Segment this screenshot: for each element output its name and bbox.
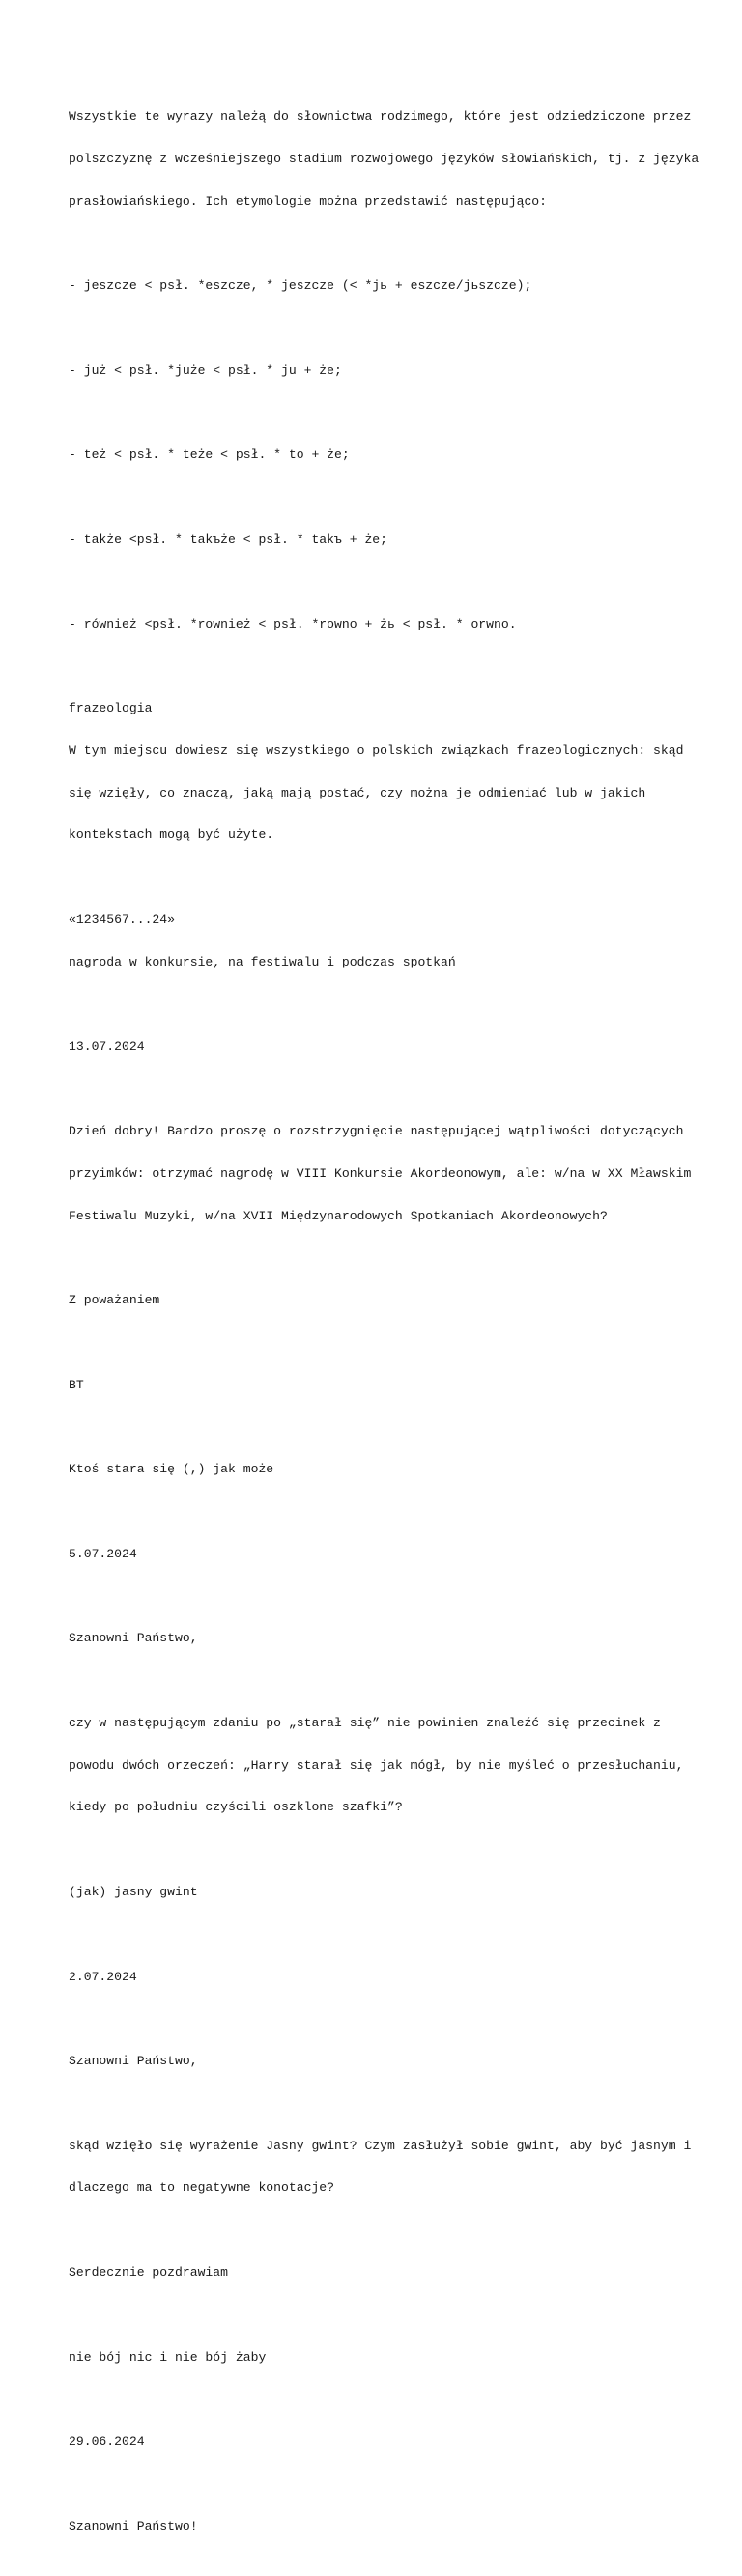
etymology-item: - już < psł. *juże < psł. * ju + że; bbox=[69, 362, 342, 378]
entry-body: czy w następującym zdaniu po „starał się” nie powinien znaleźć się przecinek z powodu dwóch orzeczeń: „Harry starał się jak mógł, by nie myśleć o przesłuchaniu, kiedy po południu czyścili oszklone szafki”? bbox=[69, 1715, 684, 1815]
entry-date: 13.07.2024 bbox=[69, 1039, 145, 1054]
entry-signature: BT bbox=[69, 1377, 84, 1392]
text-line: W tym miejscu dowiesz się wszystkiego o polskich związkach frazeologicznych: skąd bbox=[69, 742, 684, 758]
intro-paragraph bbox=[69, 82, 699, 238]
entry-date: 5.07.2024 bbox=[69, 1546, 137, 1561]
entry-closing: Z poważaniem bbox=[69, 1293, 160, 1308]
entry-greeting: Szanowni Państwo, bbox=[69, 2054, 198, 2069]
entry-date: 29.06.2024 bbox=[69, 2434, 145, 2450]
entry-greeting: Szanowni Państwo, bbox=[69, 1631, 198, 1646]
entry-topic-link[interactable]: (jak) jasny gwint bbox=[69, 1885, 198, 1899]
text-line: prasłowiańskiego. Ich etymologie można przedstawić następująco: bbox=[69, 193, 548, 209]
text-line: polszczyznę z wcześniejszego stadium rozwojowego języków słowiańskich, tj. z języka bbox=[69, 151, 699, 166]
document-page bbox=[69, 82, 699, 2576]
etymology-item: - jeszcze < psł. *eszcze, * jeszcze (< *jь + eszcze/jьszcze); bbox=[69, 278, 532, 294]
text-line: Wszystkie te wyrazy należą do słownictwa rodzimego, które jest odziedziczone przez bbox=[69, 109, 692, 125]
entry-topic-link[interactable]: nie bój nic i nie bój żaby bbox=[69, 2349, 267, 2365]
text-line: kontekstach mogą być użyte. bbox=[69, 827, 274, 843]
entry-body: Dzień dobry! Bardzo proszę o rozstrzygnięcie następującej wątpliwości dotyczących przyimków: otrzymać nagrodę w VIII Konkursie Akordeonowym, ale: w/na w XX Mławskim Festiwalu Muzyki, w/na XVII Międzynarodowych Spotkaniach Akordeonowych? bbox=[69, 1123, 692, 1223]
pagination-links[interactable]: «1234567...24» bbox=[69, 912, 176, 928]
entry-closing: Serdecznie pozdrawiam bbox=[69, 2265, 229, 2281]
entry-greeting: Szanowni Państwo! bbox=[69, 2518, 198, 2534]
entry-body: skąd wzięło się wyrażenie Jasny gwint? Czym zasłużył sobie gwint, aby być jasnym i dlaczego ma to negatywne konotacje? bbox=[69, 2138, 692, 2196]
entry-topic-link[interactable]: nagroda w konkursie, na festiwalu i podczas spotkań bbox=[69, 954, 456, 969]
entry-topic-link[interactable]: Ktoś stara się (,) jak może bbox=[69, 1462, 274, 1477]
etymology-item: - także <psł. * takъże < psł. * takъ + że; bbox=[69, 532, 388, 546]
pagination-block bbox=[69, 885, 687, 998]
text-line: się wzięły, co znaczą, jaką mają postać, czy można je odmieniać lub w jakich bbox=[69, 785, 646, 800]
etymology-item: - też < psł. * teże < psł. * to + że; bbox=[69, 447, 350, 462]
entry-date: 2.07.2024 bbox=[69, 1969, 137, 1984]
frazeologia-section bbox=[69, 674, 687, 871]
section-heading: frazeologia bbox=[69, 701, 153, 716]
etymology-item: - również <psł. *rownież < psł. *rowno + żь < psł. * orwno. bbox=[69, 616, 517, 631]
